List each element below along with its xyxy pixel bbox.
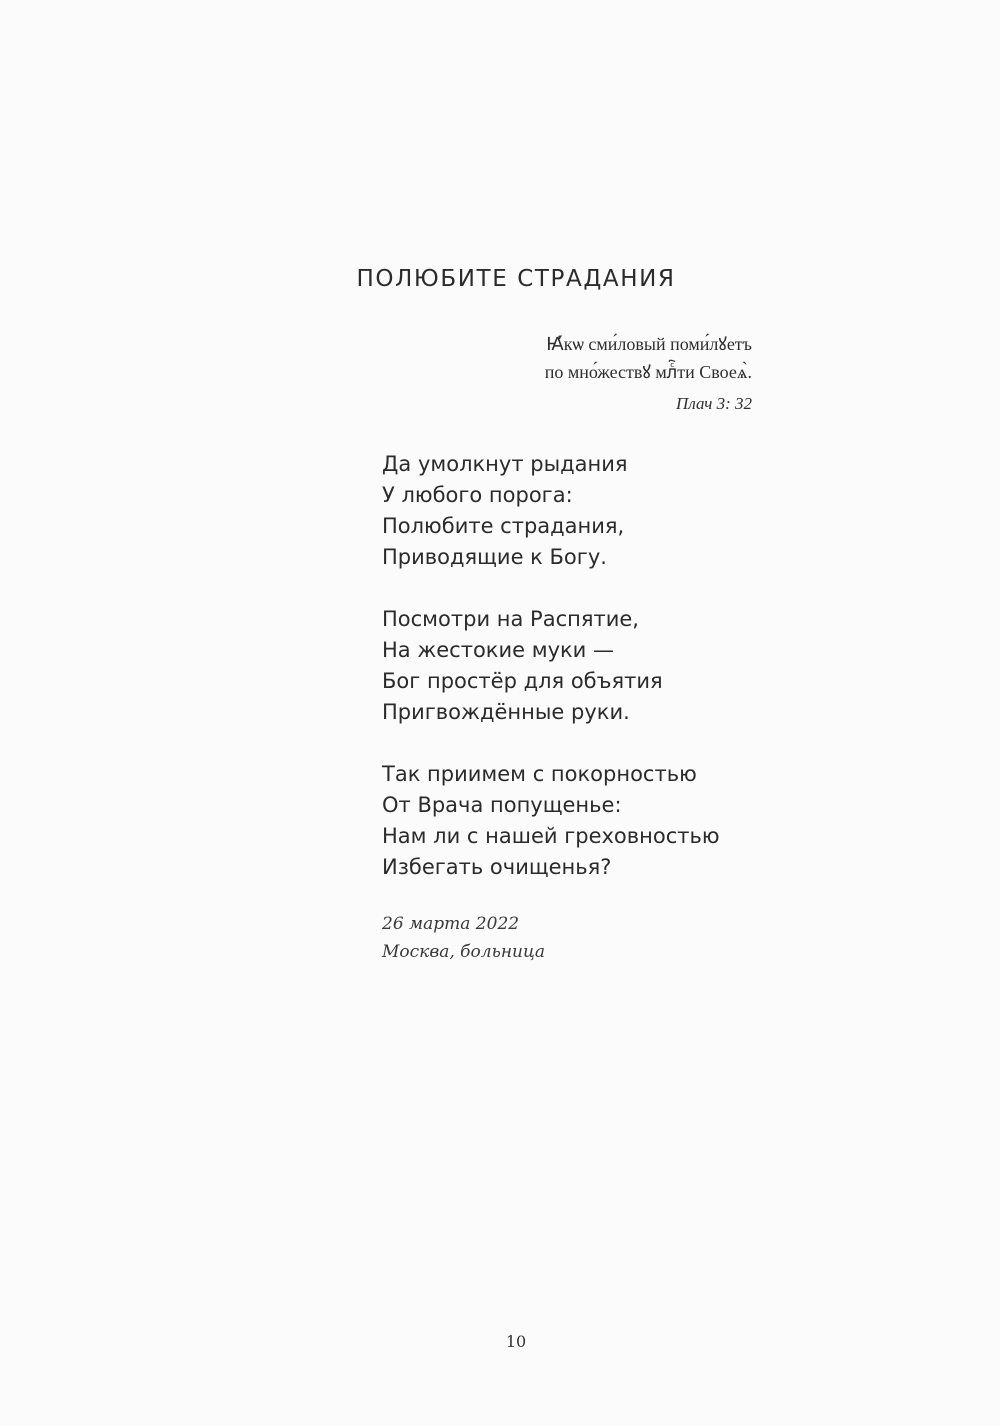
verse-line: От Врача попущенье: xyxy=(382,793,622,817)
verse-line: Избегать очищенья? xyxy=(382,855,612,879)
verse-line: Посмотри на Распятие, xyxy=(382,607,639,631)
stanza xyxy=(382,759,720,883)
verse-line: У любого порога: xyxy=(382,483,573,507)
verse-line: Так приимем с покорностью xyxy=(382,762,697,786)
epigraph xyxy=(545,330,752,418)
verse-line: Полюбите страдания, xyxy=(382,514,625,538)
page-number: 10 xyxy=(505,1332,527,1351)
signoff-date: 26 марта 2022 xyxy=(382,914,520,934)
poem-signoff xyxy=(382,910,545,966)
verse-line: Да умолкнут рыдания xyxy=(382,452,628,476)
stanza xyxy=(382,449,720,573)
verse-line: Пригвождённые руки. xyxy=(382,700,630,724)
poem-body xyxy=(382,449,720,883)
verse-line: Бог простёр для объятия xyxy=(382,669,663,693)
stanza xyxy=(382,604,720,728)
signoff-place: Москва, больница xyxy=(382,942,545,962)
verse-line: На жестокие муки — xyxy=(382,638,615,662)
verse-line: Приводящие к Богу. xyxy=(382,545,607,569)
poem-title: ПОЛЮБИТЕ СТРАДАНИЯ xyxy=(356,266,676,292)
verse-line: Нам ли с нашей греховностью xyxy=(382,824,720,848)
epigraph-source: Плач 3: 32 xyxy=(676,394,752,413)
epigraph-line: Ꙗ҆́кѡ сми́ловый поми́лꙋетъ xyxy=(546,334,752,354)
epigraph-line: по мно́жествꙋ млⷭ҇ти Своеѧ̀. xyxy=(544,362,752,382)
